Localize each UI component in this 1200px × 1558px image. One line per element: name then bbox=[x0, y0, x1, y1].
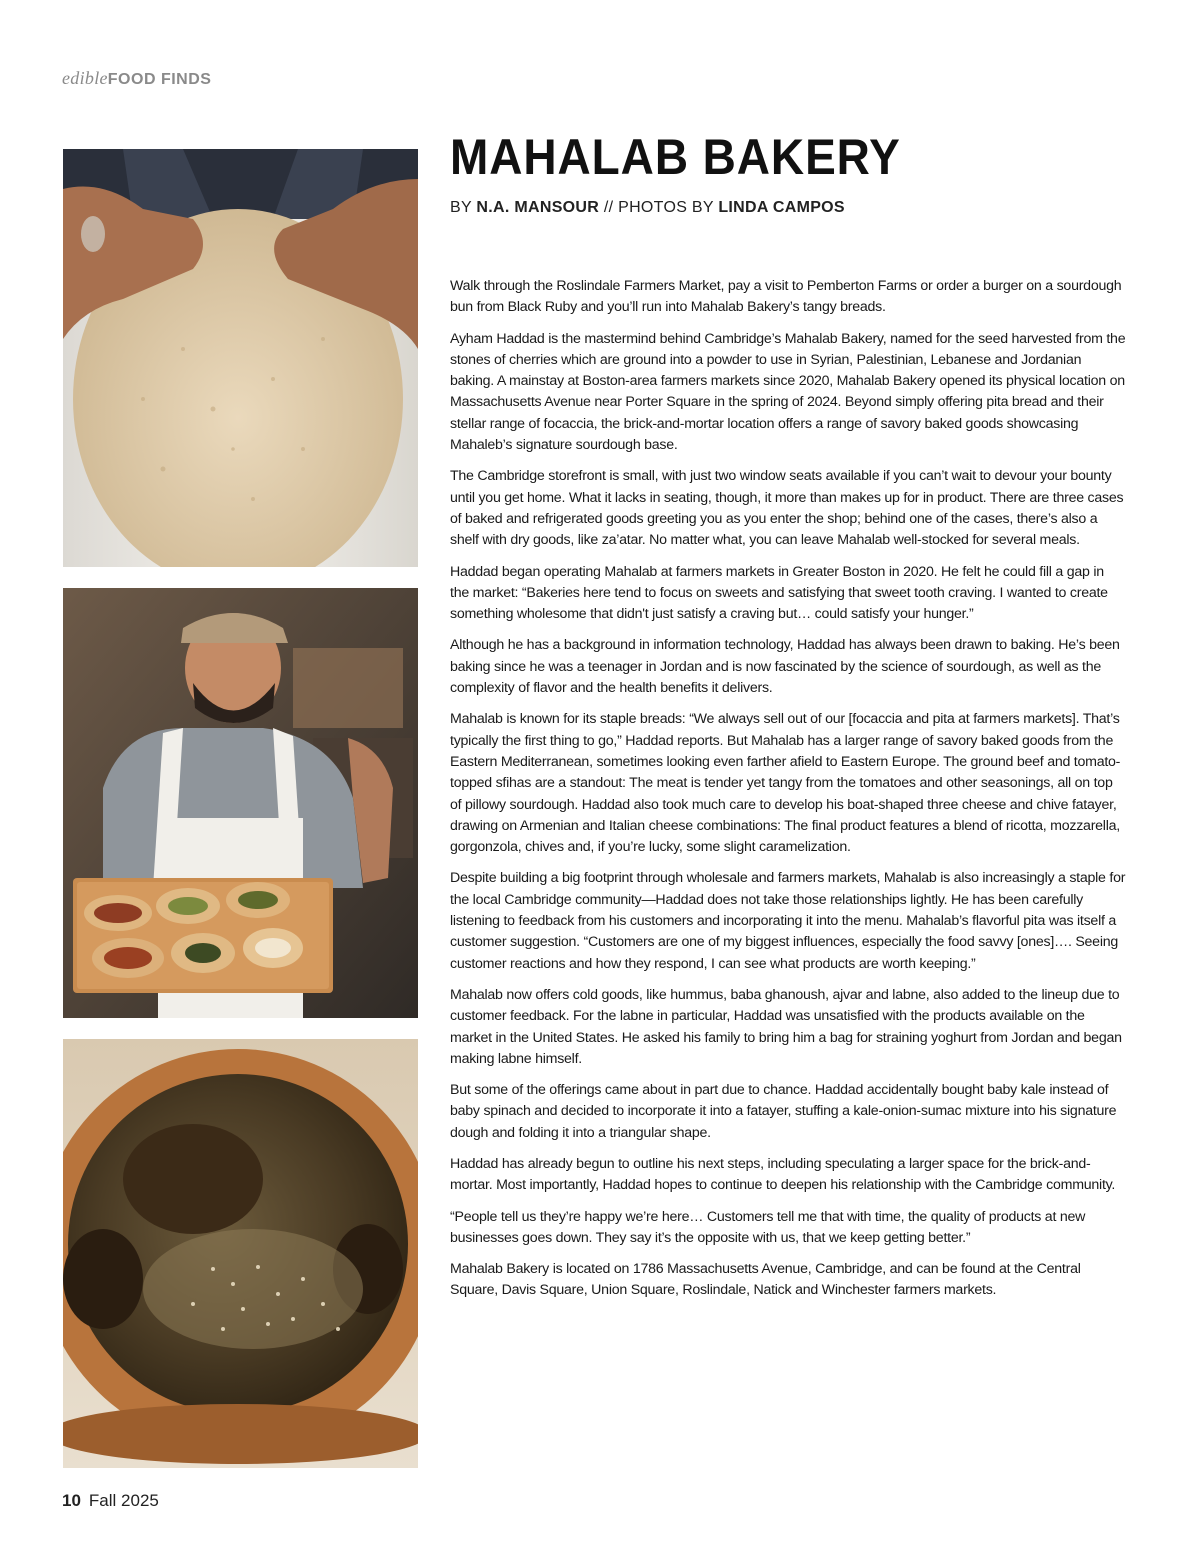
byline-photographer: LINDA CAMPOS bbox=[718, 199, 845, 216]
body-paragraph: “People tell us they’re happy we’re here… Customers tell me that with time, the quality of products at new businesses goes down. They say it’s the opposite with us, that we keep getting better.” bbox=[450, 1208, 1086, 1246]
article-byline bbox=[450, 199, 845, 217]
byline-prefix: BY bbox=[450, 199, 472, 216]
body-paragraph: Mahalab is known for its staple breads: “We always sell out of our [focaccia and pita at farmers markets]. That’s typically the first thing to go,” Haddad reports. But Mahalab has a larger range of savory baked goods from the Eastern Mediterranean, sometimes looking even farther afield to Eastern Europe. The ground beef and tomato-topped sfihas are a standout: The meat is tender yet tangy from the tomatoes and other seasonings, all on top of pillowy sourdough. Haddad also took much care to develop his boat-shaped three cheese and chive fatayer, drawing on Armenian and Italian cheese combinations: The final product features a blend of ricotta, mozzarella, gorgonzola, chives and, if you’re lucky, some slight caramelization. bbox=[450, 711, 1121, 856]
body-paragraph: Although he has a background in information technology, Haddad has always been drawn to baking. He’s been baking since he was a teenager in Jordan and is now fascinated by the science of sourdough, as well as the complexity of flavor and the health benefits it delivers. bbox=[450, 637, 1120, 697]
photo-dough-hands bbox=[63, 149, 418, 567]
body-paragraph: Haddad began operating Mahalab at farmers markets in Greater Boston in 2020. He felt he could fill a gap in the market: “Bakeries here tend to focus on sweets and satisfying that sweet tooth craving. I wanted to create something wholesome that didn't just satisfy a craving but… could satisfy your hunger.” bbox=[450, 563, 1108, 623]
body-paragraph: Haddad has already begun to outline his next steps, including speculating a larger space for the brick-and-mortar. Most importantly, Haddad hopes to continue to deepen his relationship with the Cambridge community. bbox=[450, 1155, 1116, 1194]
body-paragraph: Despite building a big footprint through wholesale and farmers markets, Mahalab is also increasingly a staple for the local Cambridge community—Haddad does not take those relationships lightly. He has been carefully listening to feedback from his customers and incorporating it into the menu. Mahalab’s flavorful pita was itself a customer suggestion. “Customers are one of my biggest influences, especially the food savvy [ones]…. Seeing customer reactions and how they respond, I can see what products are worth keeping.” bbox=[450, 870, 1126, 972]
photo-baker-portrait bbox=[63, 588, 418, 1018]
page-number: 10 bbox=[62, 1491, 81, 1510]
byline-separator: // PHOTOS BY bbox=[603, 199, 714, 216]
photo-zaatar-bread bbox=[63, 1039, 418, 1468]
issue-label: Fall 2025 bbox=[88, 1491, 159, 1510]
article-title: MAHALAB BAKERY bbox=[450, 129, 901, 185]
body-paragraph: Mahalab Bakery is located on 1786 Massachusetts Avenue, Cambridge, and can be found at the Central Square, Davis Square, Union Square, Roslindale, Natick and Winchester farmers markets. bbox=[450, 1261, 1081, 1299]
article-body bbox=[450, 276, 1126, 1312]
section-name: FOOD FINDS bbox=[107, 71, 212, 88]
baker-illustration bbox=[63, 588, 418, 1018]
body-paragraph: But some of the offerings came about in part due to chance. Haddad accidentally bought baby kale instead of baby spinach and decided to incorporate it into a fatayer, stuffing a kale-onion-sumac mixture into his signature dough and folding it into a triangular shape. bbox=[450, 1082, 1117, 1141]
body-paragraph: Ayham Haddad is the mastermind behind Cambridge’s Mahalab Bakery, named for the seed harvested from the stones of cherries which are ground into a powder to use in Syrian, Palestinian, Lebanese and Jordanian baking. A mainstay at Boston-area farmers markets since 2020, Mahalab Bakery opened its physical location on Massachusetts Avenue near Porter Square in the spring of 2024. Beyond simply offering pita bread and their stellar range of focaccia, the brick-and-mortar location offers a range of savory baked goods showcasing Mahaleb’s signature sourdough base. bbox=[450, 330, 1126, 454]
dough-illustration bbox=[63, 149, 418, 567]
section-header bbox=[62, 68, 211, 89]
body-paragraph: Mahalab now offers cold goods, like hummus, baba ghanoush, ajvar and labne, also added to the lineup due to customer feedback. For the labne in particular, Haddad was unsatisfied with the products available on the market in the United States. He asked his family to bring him a bag for straining yoghurt from Jordan and began making labne himself. bbox=[450, 986, 1122, 1067]
byline-author: N.A. MANSOUR bbox=[476, 199, 600, 216]
brand-name: edible bbox=[62, 68, 108, 88]
page-footer bbox=[62, 1491, 159, 1511]
zaatar-illustration bbox=[63, 1039, 418, 1468]
body-paragraph: The Cambridge storefront is small, with just two window seats available if you can’t wait to devour your bounty until you get home. What it lacks in seating, though, it more than makes up for in product. There are three cases of baked and refrigerated goods greeting you as you enter the shop; behind one of the cases, there’s also a shelf with dry goods, like za’atar. No matter what, you can leave Mahalab well-stocked for several meals. bbox=[450, 468, 1124, 549]
body-paragraph: Walk through the Roslindale Farmers Market, pay a visit to Pemberton Farms or order a burger on a sourdough bun from Black Ruby and you’ll run into Mahalab Bakery’s tangy breads. bbox=[450, 278, 1122, 316]
